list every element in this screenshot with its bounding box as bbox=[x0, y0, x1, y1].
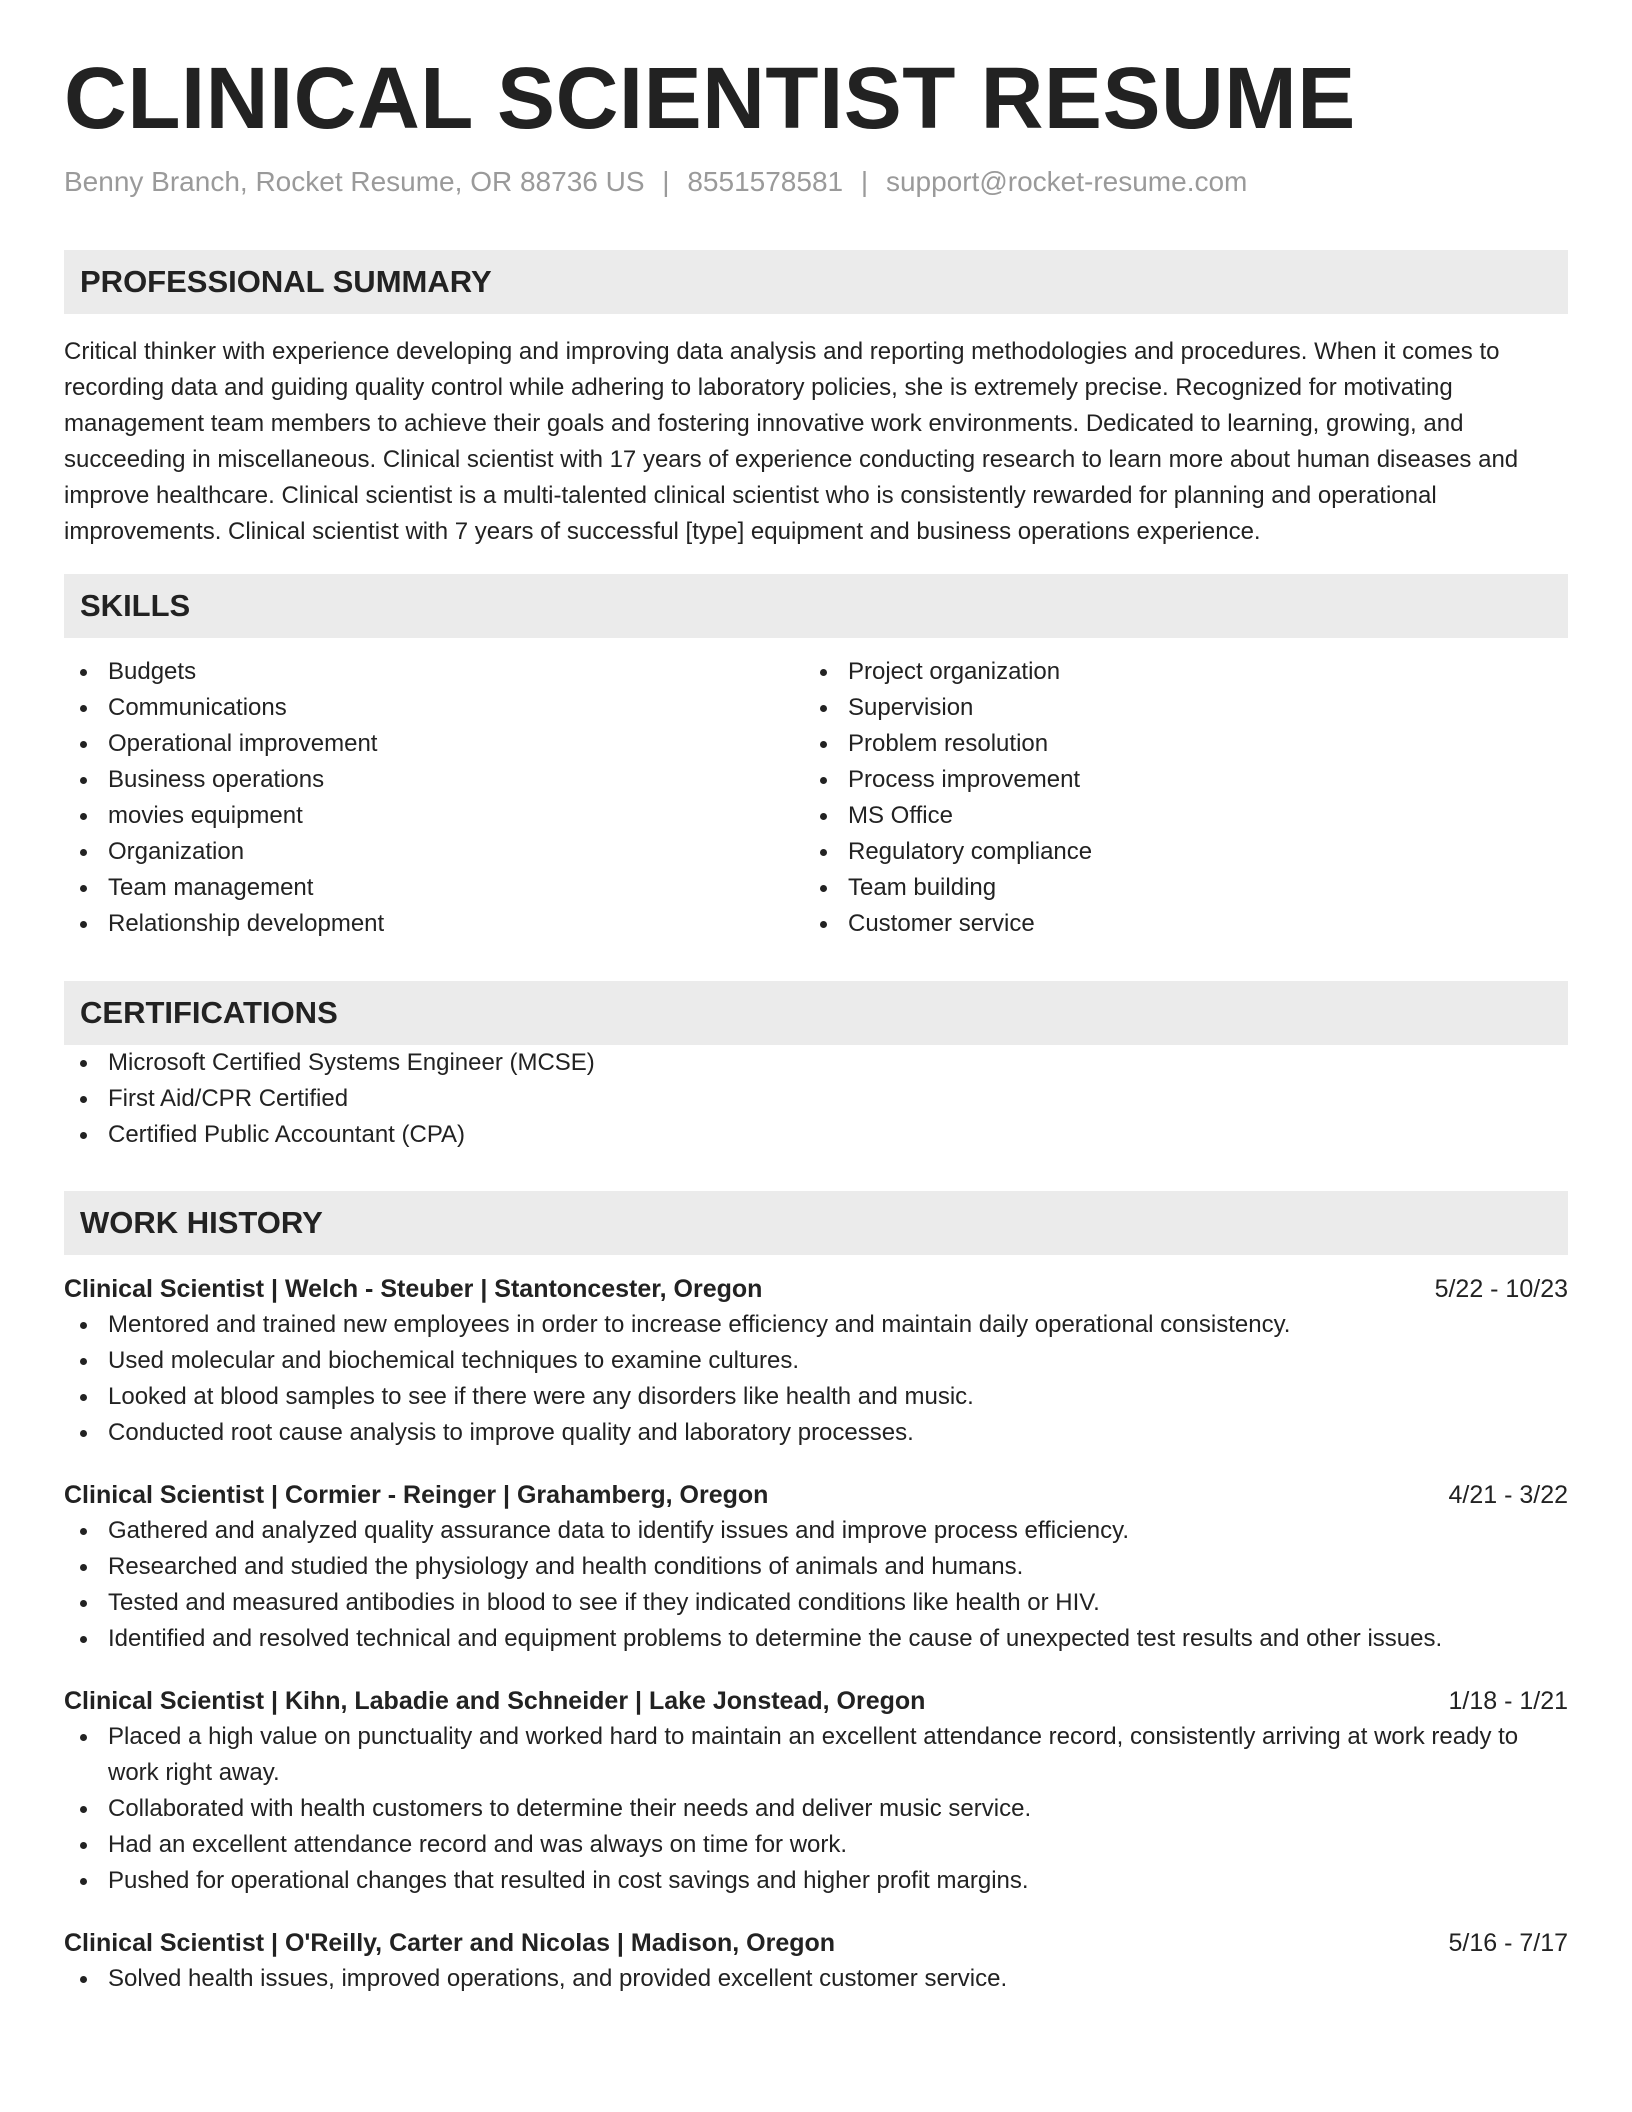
skills-heading: SKILLS bbox=[64, 574, 1568, 638]
skill-item: Regulatory compliance bbox=[804, 834, 1544, 870]
job-dates: 1/18 - 1/21 bbox=[1448, 1687, 1568, 1715]
job-bullet: Identified and resolved technical and equipment problems to determine the cause of unexpected test results and other issues. bbox=[64, 1621, 1568, 1657]
job-entry bbox=[64, 1271, 1568, 1451]
contact-address: Benny Branch, Rocket Resume, OR 88736 US bbox=[64, 166, 645, 197]
job-bullet: Used molecular and biochemical techniques to examine cultures. bbox=[64, 1343, 1568, 1379]
job-header bbox=[64, 1925, 1568, 1961]
certification-item: First Aid/CPR Certified bbox=[64, 1081, 1568, 1117]
job-bullets bbox=[64, 1961, 1568, 1997]
skill-item: Process improvement bbox=[804, 762, 1544, 798]
job-bullets bbox=[64, 1513, 1568, 1657]
job-dates: 4/21 - 3/22 bbox=[1448, 1481, 1568, 1509]
job-dates: 5/22 - 10/23 bbox=[1434, 1275, 1568, 1303]
certification-item: Microsoft Certified Systems Engineer (MCSE) bbox=[64, 1045, 1568, 1081]
skill-item: MS Office bbox=[804, 798, 1544, 834]
job-header bbox=[64, 1477, 1568, 1513]
job-title: Clinical Scientist | O'Reilly, Carter and Nicolas | Madison, Oregon bbox=[64, 1929, 836, 1957]
skill-item: Problem resolution bbox=[804, 726, 1544, 762]
job-bullet: Mentored and trained new employees in order to increase efficiency and maintain daily operational consistency. bbox=[64, 1307, 1568, 1343]
skills-left-column bbox=[64, 654, 804, 942]
skill-item: Organization bbox=[64, 834, 804, 870]
job-bullet: Gathered and analyzed quality assurance data to identify issues and improve process efficiency. bbox=[64, 1513, 1568, 1549]
job-dates: 5/16 - 7/17 bbox=[1448, 1929, 1568, 1957]
contact-separator: | bbox=[662, 166, 670, 197]
contact-email: support@rocket-resume.com bbox=[885, 166, 1248, 197]
job-bullets bbox=[64, 1307, 1568, 1451]
skill-item: movies equipment bbox=[64, 798, 804, 834]
contact-phone: 8551578581 bbox=[687, 166, 844, 197]
work-history-heading: WORK HISTORY bbox=[64, 1191, 1568, 1255]
skill-item: Project organization bbox=[804, 654, 1544, 690]
skills-grid bbox=[64, 654, 1568, 942]
skill-item: Business operations bbox=[64, 762, 804, 798]
job-bullet: Placed a high value on punctuality and worked hard to maintain an excellent attendance record, consistently arriving at work ready to work right away. bbox=[64, 1719, 1568, 1791]
job-bullet: Researched and studied the physiology and health conditions of animals and humans. bbox=[64, 1549, 1568, 1585]
job-header bbox=[64, 1683, 1568, 1719]
skill-item: Team management bbox=[64, 870, 804, 906]
skill-item: Relationship development bbox=[64, 906, 804, 942]
job-bullet: Collaborated with health customers to determine their needs and deliver music service. bbox=[64, 1791, 1568, 1827]
skill-item: Team building bbox=[804, 870, 1544, 906]
skill-item: Customer service bbox=[804, 906, 1544, 942]
job-entry bbox=[64, 1683, 1568, 1899]
certifications-heading: CERTIFICATIONS bbox=[64, 981, 1568, 1045]
contact-separator: | bbox=[860, 166, 869, 197]
job-header bbox=[64, 1271, 1568, 1307]
summary-text: Critical thinker with experience developing and improving data analysis and reporting methodologies and procedures. When it comes to recording data and guiding quality control while adhering to laboratory policies, she is extremely precise. Recognized for motivating management team members to achieve their goals and fostering innovative work environments. Dedicated to learning, growing, and succeeding in miscellaneous. Clinical scientist with 17 years of experience conducting research to learn more about human diseases and improve healthcare. Clinical scientist is a multi-talented clinical scientist who is consistently rewarded for planning and operational improvements. Clinical scientist with 7 years of successful [type] equipment and business operations experience. bbox=[64, 338, 1519, 545]
job-bullet: Tested and measured antibodies in blood to see if they indicated conditions like health or HIV. bbox=[64, 1585, 1568, 1621]
job-bullets bbox=[64, 1719, 1568, 1899]
job-title: Clinical Scientist | Welch - Steuber | Stantoncester, Oregon bbox=[64, 1275, 763, 1303]
job-title: Clinical Scientist | Cormier - Reinger | Grahamberg, Oregon bbox=[64, 1481, 769, 1509]
skill-item: Budgets bbox=[64, 654, 804, 690]
resume-title: CLINICAL SCIENTIST RESUME bbox=[64, 50, 1356, 147]
skill-item: Communications bbox=[64, 690, 804, 726]
skills-right-column bbox=[804, 654, 1544, 942]
certification-item: Certified Public Accountant (CPA) bbox=[64, 1117, 1568, 1153]
job-bullet: Solved health issues, improved operations, and provided excellent customer service. bbox=[64, 1961, 1568, 1997]
summary-heading: PROFESSIONAL SUMMARY bbox=[64, 250, 1568, 314]
job-bullet: Pushed for operational changes that resulted in cost savings and higher profit margins. bbox=[64, 1863, 1568, 1899]
job-bullet: Conducted root cause analysis to improve quality and laboratory processes. bbox=[64, 1415, 1568, 1451]
job-bullet: Looked at blood samples to see if there were any disorders like health and music. bbox=[64, 1379, 1568, 1415]
job-bullet: Had an excellent attendance record and was always on time for work. bbox=[64, 1827, 1568, 1863]
job-title: Clinical Scientist | Kihn, Labadie and Schneider | Lake Jonstead, Oregon bbox=[64, 1687, 926, 1715]
job-entry bbox=[64, 1477, 1568, 1657]
contact-line bbox=[64, 166, 1568, 198]
skill-item: Supervision bbox=[804, 690, 1544, 726]
certifications-list bbox=[64, 1045, 1568, 1153]
job-entry bbox=[64, 1925, 1568, 1997]
skill-item: Operational improvement bbox=[64, 726, 804, 762]
